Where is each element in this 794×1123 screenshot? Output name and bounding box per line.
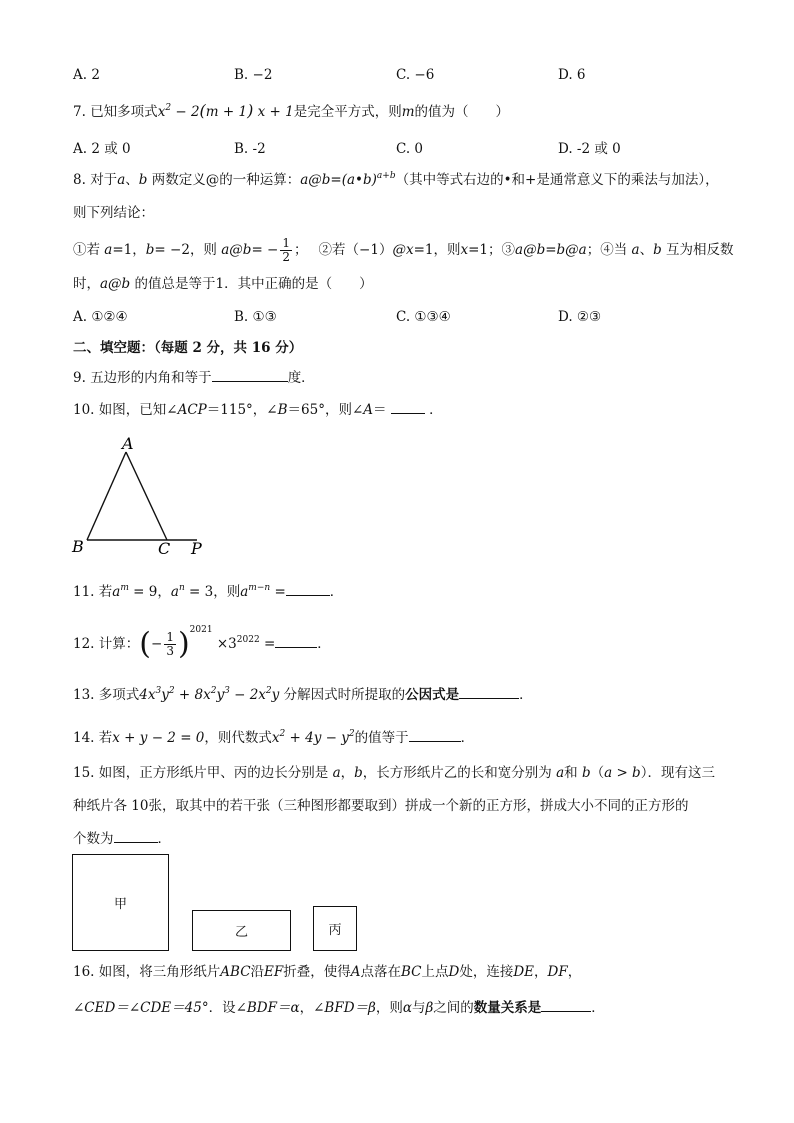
q8-line3: ①若 a=1，b= −2，则 a@b= − $\frac{1}{2}$ ； ②若（−1）@x=1，则x=1；③a@b=b@a；④当 a、b 互为相反数: [73, 236, 734, 264]
q11-answer-blank[interactable]: [286, 583, 330, 596]
section-title: 二、填空题：（每题 2 分，共 16 分）: [73, 340, 303, 356]
q14-stem: 14. 若x + y − 2 = 0，则代数式$x^2 + 4y - y^2$的值等于 ．: [73, 729, 475, 746]
q15-line2: 种纸片各 10张，取其中的若干张（三种图形都要取到）拼成一个新的正方形，拼成大小不同的正方形的: [73, 798, 689, 814]
q6-option-a: A. 2: [73, 67, 100, 83]
q8-option-b: B. ①③: [234, 309, 277, 325]
q10-stem: 10. 如图，已知∠ACP＝115°，∠B＝65°，则∠A＝ ．: [73, 402, 443, 418]
q14-answer-blank[interactable]: [409, 729, 461, 742]
square-jia: 甲: [72, 854, 169, 951]
q8-line4: 时，a@b 的值总是等于1．其中正确的是（ ）: [73, 276, 373, 292]
rectangle-yi: 乙: [192, 910, 291, 951]
q15-line1: 15. 如图，正方形纸片甲、丙的边长分别是 a，b，长方形纸片乙的长和宽分别为 a和 b（a > b）．现有这三: [73, 765, 715, 781]
q8-line1: 8. 对于a、b 两数定义@的一种运算：a@b=(a•b)$^{a+b}$（其中等式右边的•和+是通常意义下的乘法与加法），: [73, 171, 719, 188]
q6-option-d: D. 6: [558, 67, 586, 83]
q7-option-c: C. 0: [396, 141, 424, 157]
q15-line3: 个数为 ．: [73, 831, 171, 847]
q12-stem: 12. 计算：(− $\frac{1}{3}$ )$^{2021} \times 3^{2022}$ = ．: [73, 625, 331, 662]
q6-option-c: C. −6: [396, 67, 435, 83]
q13-polynomial: $4x^3y^2 + 8x^2y^3 - 2x^2y$: [139, 686, 280, 703]
q8-option-d: D. ②③: [558, 309, 602, 325]
q8-operation-definition: a@b=(a•b)$^{a+b}$: [300, 171, 396, 188]
fraction-one-third: $\frac{1}{3}$: [166, 630, 174, 658]
q12-answer-blank[interactable]: [275, 635, 317, 648]
q10-answer-blank[interactable]: [391, 401, 425, 414]
square-bing: 丙: [313, 906, 357, 951]
fraction-one-half: $\frac{1}{2}$: [282, 236, 290, 264]
q7-option-d: D. -2 或 0: [558, 141, 621, 157]
q16-line1: 16. 如图，将三角形纸片ABC沿EF折叠，使得A点落在BC上点D处，连接DE，DF，: [73, 964, 582, 980]
q7-option-a: A. 2 或 0: [73, 141, 131, 157]
q16-line2: ∠CED＝∠CDE＝45°．设∠BDF＝α，∠BFD＝β，则α与β之间的数量关系是 ．: [73, 1000, 605, 1016]
q16-answer-blank[interactable]: [541, 999, 591, 1012]
label-b: B: [72, 537, 84, 556]
q8-option-c: C. ①③④: [396, 309, 451, 325]
segment-ab: [87, 452, 126, 540]
q9-stem: 9. 五边形的内角和等于 度．: [73, 370, 315, 386]
q11-stem: 11. 若$a^m = 9$，$a^n = 3$，则$a^{m-n}$ = ．: [73, 583, 344, 600]
q15-answer-blank[interactable]: [114, 830, 158, 843]
q10-triangle-diagram: [70, 432, 220, 560]
q6-option-b: B. −2: [234, 67, 273, 83]
segment-ac: [126, 452, 167, 540]
q7-stem: 7. 已知多项式$x^2 - 2(m + 1) x + 1$是完全平方式，则m的值为（ ）: [73, 101, 510, 120]
label-p: P: [191, 539, 202, 558]
q9-answer-blank[interactable]: [212, 369, 288, 382]
label-c: C: [158, 539, 171, 558]
q13-answer-blank[interactable]: [459, 686, 519, 699]
q7-polynomial: $x^2 - 2(m + 1) x + 1$: [157, 101, 294, 120]
label-a: A: [122, 434, 134, 453]
q8-option-a: A. ①②④: [73, 309, 128, 325]
q13-stem: 13. 多项式$4x^3y^2 + 8x^2y^3 - 2x^2y$ 分解因式时所提取的公因式是 ．: [73, 686, 533, 703]
q8-line2: 则下列结论：: [73, 205, 154, 221]
q7-number: 7.: [73, 104, 86, 120]
q7-option-b: B. -2: [234, 141, 266, 157]
